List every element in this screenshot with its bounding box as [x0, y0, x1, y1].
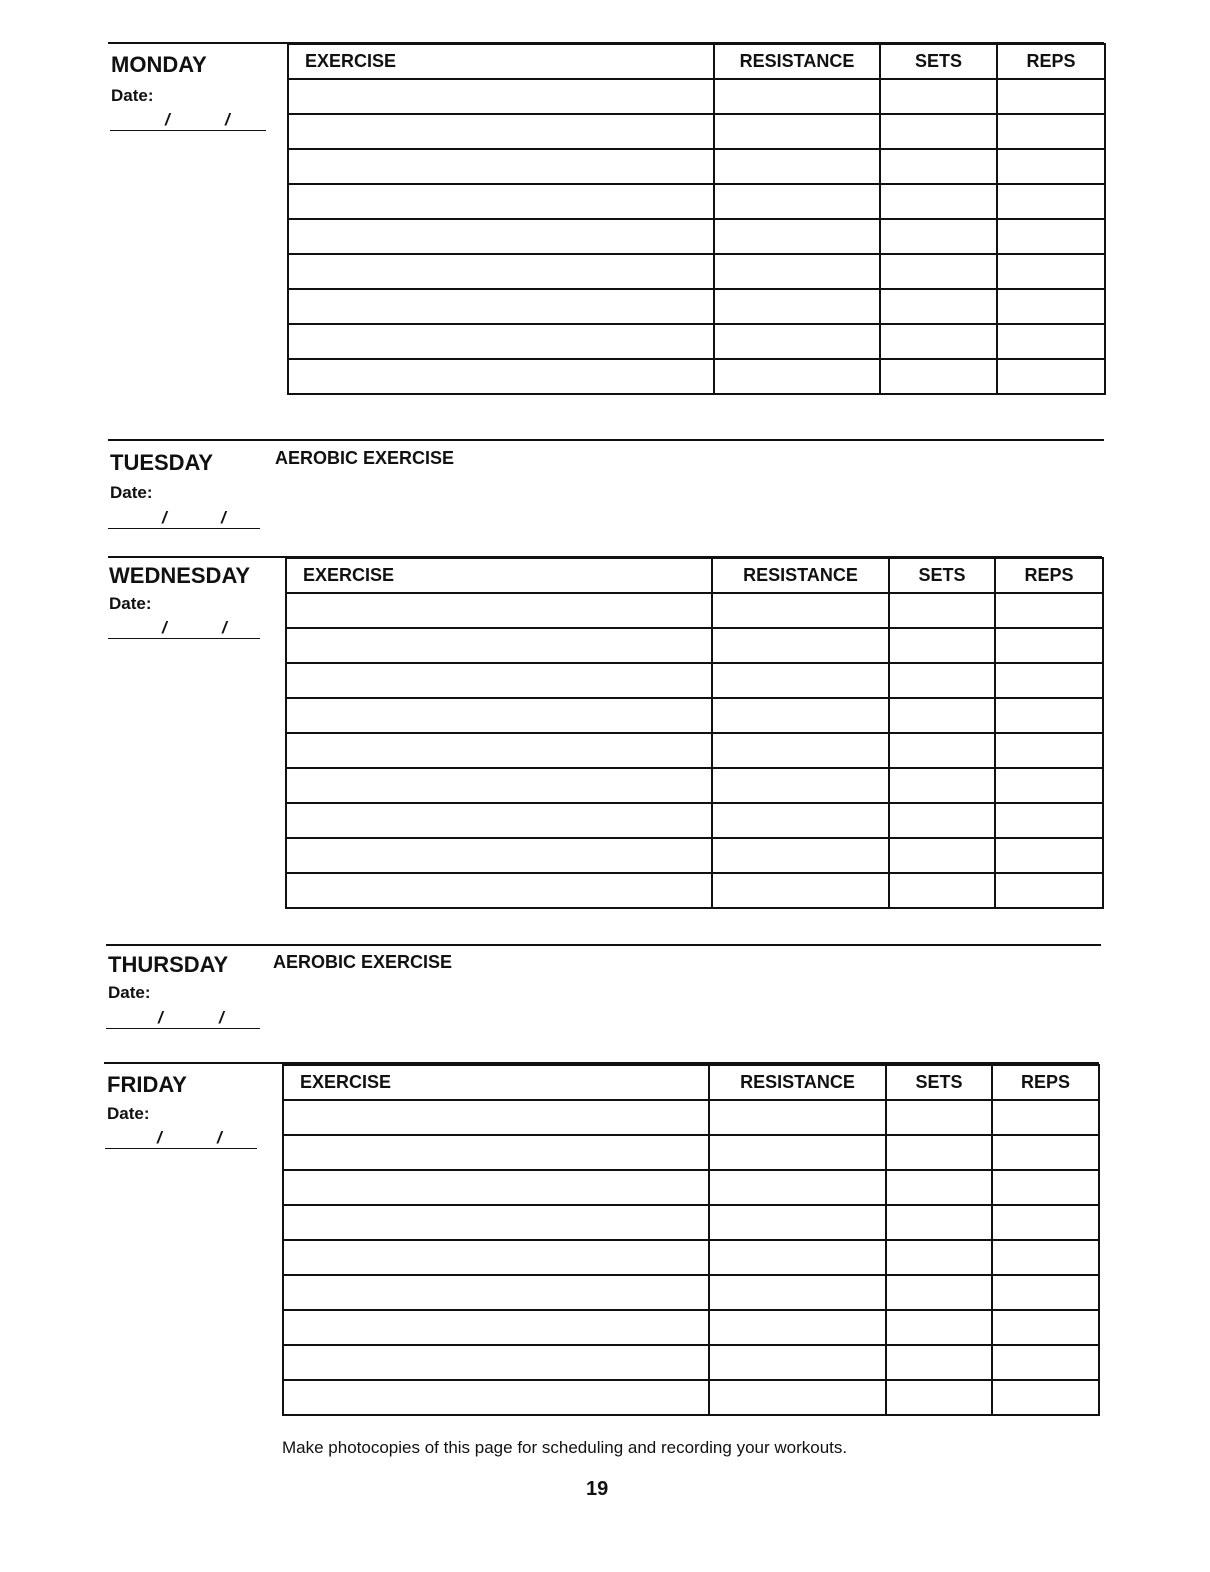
sets-cell[interactable]	[889, 803, 995, 838]
resistance-cell[interactable]	[712, 733, 889, 768]
reps-cell[interactable]	[992, 1275, 1099, 1310]
exercise-cell[interactable]	[283, 1310, 709, 1345]
sets-cell[interactable]	[886, 1170, 992, 1205]
table-row	[286, 873, 1103, 908]
reps-cell[interactable]	[995, 873, 1103, 908]
resistance-cell[interactable]	[714, 114, 880, 149]
reps-cell[interactable]	[997, 184, 1105, 219]
resistance-cell[interactable]	[709, 1135, 886, 1170]
table-row	[286, 768, 1103, 803]
date-slash: /	[222, 618, 227, 637]
resistance-cell[interactable]	[712, 593, 889, 628]
exercise-cell[interactable]	[288, 184, 714, 219]
resistance-cell[interactable]	[714, 219, 880, 254]
exercise-cell[interactable]	[286, 733, 712, 768]
table-row	[286, 698, 1103, 733]
resistance-cell[interactable]	[714, 289, 880, 324]
sets-cell[interactable]	[889, 873, 995, 908]
resistance-cell[interactable]	[714, 254, 880, 289]
resistance-cell[interactable]	[712, 698, 889, 733]
exercise-cell[interactable]	[286, 593, 712, 628]
friday-exercise-table	[282, 1064, 1100, 1416]
sets-cell[interactable]	[880, 289, 997, 324]
thursday-section-rule	[106, 944, 1101, 946]
wednesday-date-field[interactable]	[108, 618, 260, 639]
sets-cell[interactable]	[886, 1135, 992, 1170]
reps-cell[interactable]	[995, 663, 1103, 698]
column-header-resistance: RESISTANCE	[709, 1065, 886, 1100]
exercise-cell[interactable]	[288, 289, 714, 324]
table-row	[288, 359, 1105, 394]
monday-exercise-table	[287, 43, 1106, 395]
reps-cell[interactable]	[995, 628, 1103, 663]
resistance-cell[interactable]	[709, 1380, 886, 1415]
reps-cell[interactable]	[992, 1240, 1099, 1275]
exercise-cell[interactable]	[283, 1170, 709, 1205]
wednesday-exercise-table	[285, 557, 1104, 909]
table-row	[283, 1345, 1099, 1380]
wednesday-table-body	[286, 593, 1103, 908]
sets-cell[interactable]	[886, 1310, 992, 1345]
date-slash: /	[221, 508, 226, 527]
column-header-sets: SETS	[889, 558, 995, 593]
column-header-exercise: EXERCISE	[288, 44, 714, 79]
column-header-reps: REPS	[992, 1065, 1099, 1100]
column-header-exercise: EXERCISE	[283, 1065, 709, 1100]
reps-cell[interactable]	[997, 149, 1105, 184]
sets-cell[interactable]	[889, 628, 995, 663]
wednesday-date-label: Date:	[109, 594, 152, 613]
table-row	[286, 733, 1103, 768]
resistance-cell[interactable]	[712, 838, 889, 873]
table-row	[288, 184, 1105, 219]
thursday-aerobic-label: AEROBIC EXERCISE	[273, 952, 453, 972]
exercise-cell[interactable]	[286, 768, 712, 803]
date-slash: /	[219, 1008, 224, 1027]
table-row	[288, 289, 1105, 324]
exercise-cell[interactable]	[288, 114, 714, 149]
reps-cell[interactable]	[995, 838, 1103, 873]
column-header-exercise: EXERCISE	[286, 558, 712, 593]
reps-cell[interactable]	[997, 114, 1105, 149]
exercise-cell[interactable]	[288, 359, 714, 394]
table-row	[283, 1310, 1099, 1345]
exercise-cell[interactable]	[286, 803, 712, 838]
reps-cell[interactable]	[992, 1170, 1099, 1205]
table-row	[286, 593, 1103, 628]
table-row	[283, 1275, 1099, 1310]
table-row	[286, 803, 1103, 838]
exercise-cell[interactable]	[286, 873, 712, 908]
tuesday-aerobic-label: AEROBIC EXERCISE	[275, 448, 455, 468]
date-slash: /	[162, 508, 167, 527]
sets-cell[interactable]	[880, 79, 997, 114]
exercise-cell[interactable]	[283, 1205, 709, 1240]
date-slash: /	[225, 110, 230, 129]
table-row	[283, 1205, 1099, 1240]
column-header-reps: REPS	[995, 558, 1103, 593]
table-row	[288, 254, 1105, 289]
sets-cell[interactable]	[880, 149, 997, 184]
column-header-reps: REPS	[997, 44, 1105, 79]
resistance-cell[interactable]	[714, 324, 880, 359]
day-heading-thursday: THURSDAY	[108, 952, 229, 977]
friday-table-body	[283, 1100, 1099, 1415]
table-row	[283, 1135, 1099, 1170]
sets-cell[interactable]	[880, 114, 997, 149]
resistance-cell[interactable]	[714, 359, 880, 394]
date-slash: /	[165, 110, 170, 129]
tuesday-date-field[interactable]	[108, 508, 260, 529]
resistance-cell[interactable]	[709, 1170, 886, 1205]
resistance-cell[interactable]	[709, 1345, 886, 1380]
reps-cell[interactable]	[997, 359, 1105, 394]
resistance-cell[interactable]	[709, 1205, 886, 1240]
monday-table-body	[288, 79, 1105, 394]
reps-cell[interactable]	[992, 1380, 1099, 1415]
sets-cell[interactable]	[889, 698, 995, 733]
date-slash: /	[157, 1128, 162, 1147]
table-row	[283, 1240, 1099, 1275]
reps-cell[interactable]	[997, 324, 1105, 359]
sets-cell[interactable]	[880, 324, 997, 359]
exercise-cell[interactable]	[283, 1345, 709, 1380]
table-header-row	[288, 44, 1105, 79]
exercise-cell[interactable]	[286, 663, 712, 698]
reps-cell[interactable]	[992, 1345, 1099, 1380]
photocopy-note: Make photocopies of this page for scheduling and recording your workouts.	[282, 1438, 848, 1457]
monday-date-label: Date:	[111, 86, 154, 105]
exercise-cell[interactable]	[288, 79, 714, 114]
reps-cell[interactable]	[992, 1205, 1099, 1240]
resistance-cell[interactable]	[712, 663, 889, 698]
table-row	[283, 1170, 1099, 1205]
exercise-cell[interactable]	[286, 628, 712, 663]
table-header-row	[283, 1065, 1099, 1100]
sets-cell[interactable]	[889, 838, 995, 873]
sets-cell[interactable]	[880, 184, 997, 219]
date-slash: /	[158, 1008, 163, 1027]
resistance-cell[interactable]	[709, 1275, 886, 1310]
resistance-cell[interactable]	[712, 628, 889, 663]
table-row	[283, 1380, 1099, 1415]
day-heading-friday: FRIDAY	[107, 1072, 187, 1097]
monday-date-field[interactable]	[110, 110, 266, 131]
sets-cell[interactable]	[889, 663, 995, 698]
friday-date-field[interactable]	[105, 1128, 257, 1149]
sets-cell[interactable]	[880, 359, 997, 394]
friday-date-label: Date:	[107, 1104, 150, 1123]
table-row	[288, 114, 1105, 149]
sets-cell[interactable]	[886, 1205, 992, 1240]
column-header-resistance: RESISTANCE	[712, 558, 889, 593]
resistance-cell[interactable]	[712, 873, 889, 908]
sets-cell[interactable]	[886, 1275, 992, 1310]
exercise-cell[interactable]	[283, 1275, 709, 1310]
reps-cell[interactable]	[997, 219, 1105, 254]
resistance-cell[interactable]	[714, 79, 880, 114]
tuesday-section-rule	[108, 439, 1104, 441]
exercise-cell[interactable]	[283, 1100, 709, 1135]
sets-cell[interactable]	[880, 219, 997, 254]
table-row	[288, 219, 1105, 254]
reps-cell[interactable]	[995, 768, 1103, 803]
reps-cell[interactable]	[992, 1135, 1099, 1170]
reps-cell[interactable]	[995, 698, 1103, 733]
day-heading-tuesday: TUESDAY	[110, 450, 214, 475]
table-row	[288, 324, 1105, 359]
resistance-cell[interactable]	[714, 184, 880, 219]
table-row	[286, 838, 1103, 873]
table-row	[288, 149, 1105, 184]
resistance-cell[interactable]	[709, 1310, 886, 1345]
tuesday-date-label: Date:	[110, 483, 153, 502]
sets-cell[interactable]	[886, 1100, 992, 1135]
exercise-cell[interactable]	[288, 254, 714, 289]
reps-cell[interactable]	[997, 254, 1105, 289]
table-row	[288, 79, 1105, 114]
sets-cell[interactable]	[889, 593, 995, 628]
resistance-cell[interactable]	[714, 149, 880, 184]
table-header-row	[286, 558, 1103, 593]
resistance-cell[interactable]	[712, 768, 889, 803]
resistance-cell[interactable]	[709, 1100, 886, 1135]
reps-cell[interactable]	[995, 803, 1103, 838]
table-row	[286, 663, 1103, 698]
date-slash: /	[217, 1128, 222, 1147]
date-slash: /	[162, 618, 167, 637]
column-header-resistance: RESISTANCE	[714, 44, 880, 79]
table-row	[286, 628, 1103, 663]
sets-cell[interactable]	[886, 1380, 992, 1415]
day-heading-monday: MONDAY	[111, 52, 207, 77]
reps-cell[interactable]	[995, 733, 1103, 768]
column-header-sets: SETS	[886, 1065, 992, 1100]
table-row	[283, 1100, 1099, 1135]
sets-cell[interactable]	[880, 254, 997, 289]
resistance-cell[interactable]	[709, 1240, 886, 1275]
reps-cell[interactable]	[995, 593, 1103, 628]
exercise-cell[interactable]	[283, 1240, 709, 1275]
exercise-cell[interactable]	[283, 1380, 709, 1415]
sets-cell[interactable]	[889, 733, 995, 768]
page-number: 19	[586, 1478, 609, 1500]
thursday-date-field[interactable]	[106, 1008, 260, 1029]
reps-cell[interactable]	[997, 289, 1105, 324]
sets-cell[interactable]	[886, 1240, 992, 1275]
exercise-cell[interactable]	[288, 324, 714, 359]
reps-cell[interactable]	[992, 1100, 1099, 1135]
exercise-cell[interactable]	[283, 1135, 709, 1170]
sets-cell[interactable]	[886, 1345, 992, 1380]
column-header-sets: SETS	[880, 44, 997, 79]
day-heading-wednesday: WEDNESDAY	[109, 563, 250, 588]
exercise-cell[interactable]	[288, 149, 714, 184]
resistance-cell[interactable]	[712, 803, 889, 838]
sets-cell[interactable]	[889, 768, 995, 803]
reps-cell[interactable]	[997, 79, 1105, 114]
exercise-cell[interactable]	[288, 219, 714, 254]
exercise-cell[interactable]	[286, 698, 712, 733]
exercise-cell[interactable]	[286, 838, 712, 873]
thursday-date-label: Date:	[108, 983, 151, 1002]
reps-cell[interactable]	[992, 1310, 1099, 1345]
